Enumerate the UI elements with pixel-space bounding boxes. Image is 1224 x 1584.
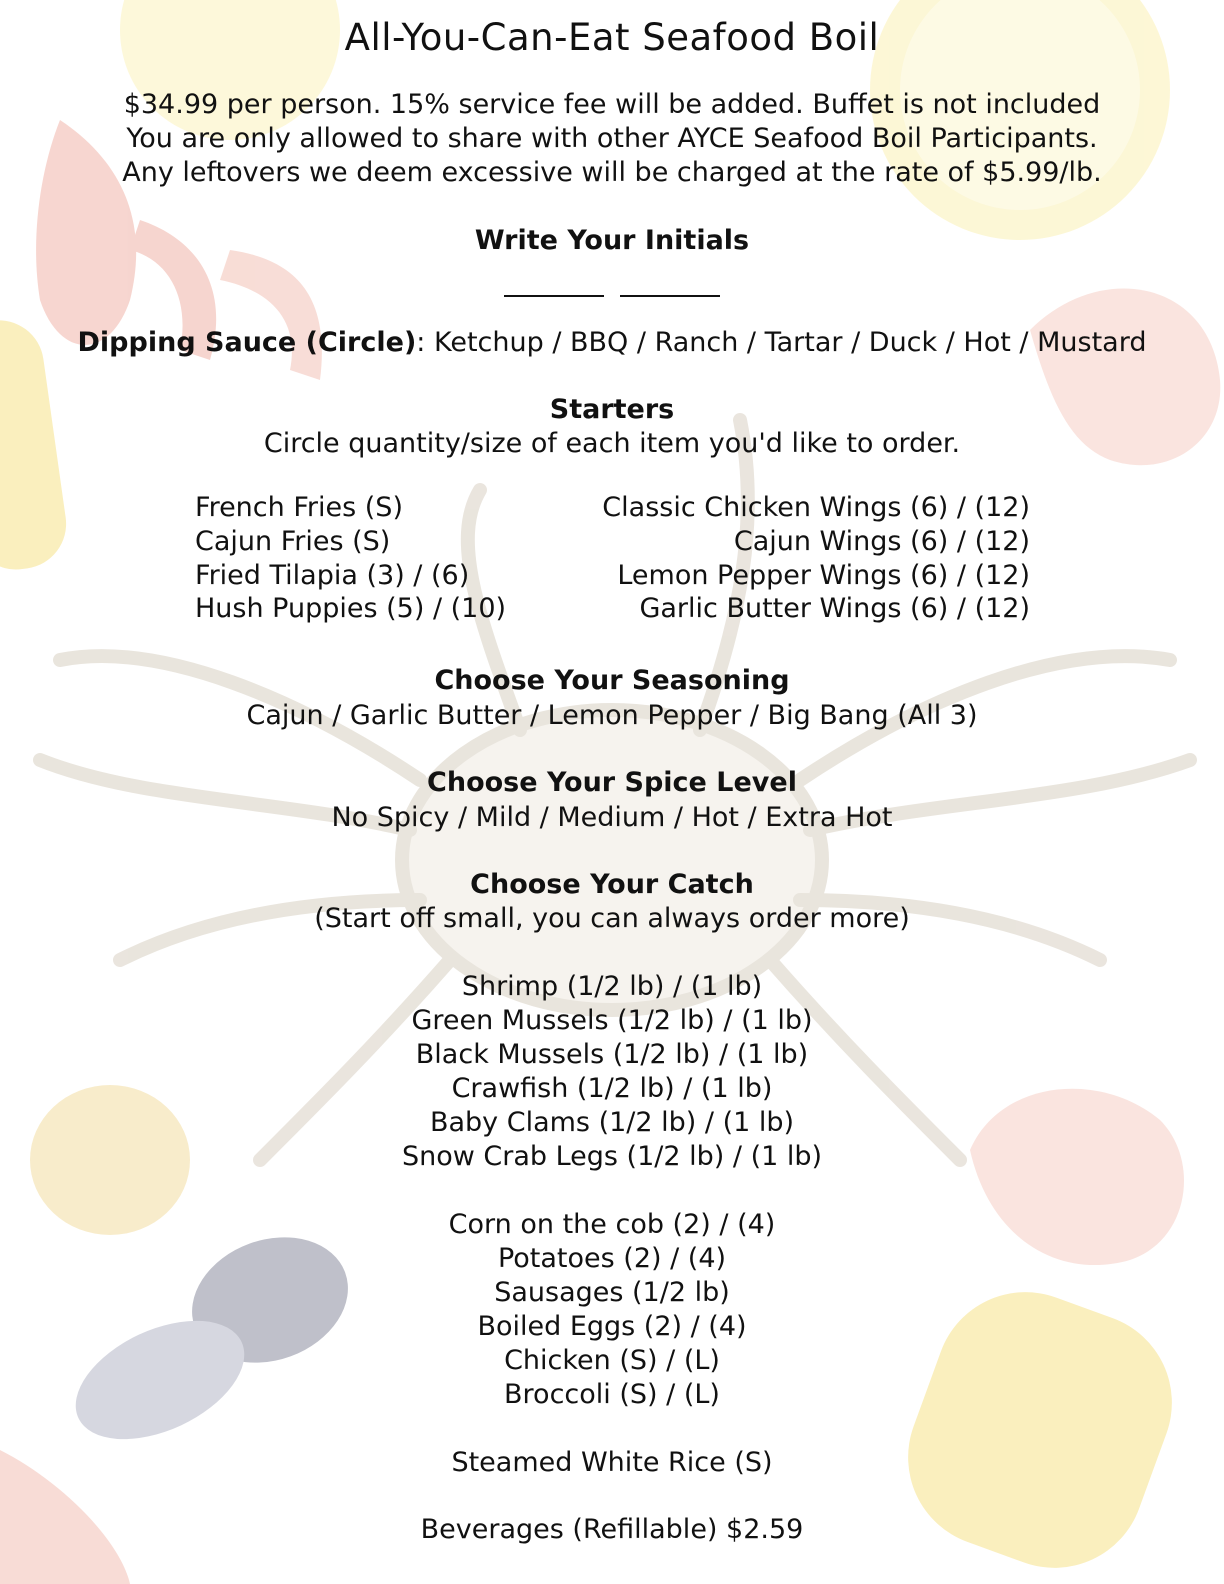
- catch-heading: Choose Your Catch: [470, 869, 754, 900]
- beverages-item[interactable]: Beverages (Refillable) $2.59: [420, 1514, 804, 1545]
- starters-heading: Starters: [549, 394, 675, 425]
- spice-heading: Choose Your Spice Level: [427, 767, 797, 798]
- dipping-sauce-line: [0, 326, 1224, 360]
- sharing-notice: You are only allowed to share with other AYCE Seafood Boil Participants.: [126, 123, 1098, 154]
- dipping-sauce-options[interactable]: Ketchup / BBQ / Ranch / Tartar / Duck / Hot / Mustard: [433, 327, 1147, 358]
- starter-item[interactable]: French Fries (S): [195, 492, 403, 523]
- pricing-notice: $34.99 per person. 15% service fee will be added. Buffet is not included: [123, 89, 1101, 120]
- seafood-item[interactable]: Shrimp (1/2 lb) / (1 lb): [461, 971, 763, 1002]
- starters-right-list: [560, 491, 1030, 626]
- starter-item[interactable]: Fried Tilapia (3) / (6): [195, 559, 470, 591]
- rice-item[interactable]: Steamed White Rice (S): [451, 1447, 773, 1478]
- seafood-item[interactable]: Green Mussels (1/2 lb) / (1 lb): [411, 1005, 813, 1036]
- side-item[interactable]: Boiled Eggs (2) / (4): [477, 1311, 747, 1342]
- initials-blank-1[interactable]: [504, 295, 604, 297]
- dipping-sauce-separator: :: [416, 327, 426, 358]
- starter-item[interactable]: Lemon Pepper Wings (6) / (12): [617, 559, 1030, 591]
- initials-blanks[interactable]: [0, 272, 1224, 306]
- dipping-sauce-label: Dipping Sauce (Circle): [77, 327, 417, 358]
- side-item[interactable]: Sausages (1/2 lb): [494, 1277, 730, 1308]
- starter-item[interactable]: Hush Puppies (5) / (10): [195, 593, 507, 625]
- seafood-item[interactable]: Black Mussels (1/2 lb) / (1 lb): [415, 1039, 809, 1070]
- starter-item[interactable]: Classic Chicken Wings (6) / (12): [602, 492, 1030, 523]
- seafood-item[interactable]: Baby Clams (1/2 lb) / (1 lb): [429, 1107, 795, 1138]
- menu-title: All-You-Can-Eat Seafood Boil: [344, 16, 880, 59]
- initials-blank-2[interactable]: [620, 295, 720, 297]
- catch-note: (Start off small, you can always order more): [314, 903, 910, 934]
- seafood-item[interactable]: Snow Crab Legs (1/2 lb) / (1 lb): [401, 1141, 823, 1172]
- side-item[interactable]: Corn on the cob (2) / (4): [448, 1209, 776, 1240]
- seasoning-options[interactable]: Cajun / Garlic Butter / Lemon Pepper / Big Bang (All 3): [246, 700, 978, 731]
- initials-label: Write Your Initials: [474, 225, 750, 256]
- starters-left-list: [195, 491, 506, 626]
- seafood-item[interactable]: Crawfish (1/2 lb) / (1 lb): [451, 1073, 773, 1104]
- seasoning-heading: Choose Your Seasoning: [434, 665, 790, 696]
- starter-item[interactable]: Cajun Wings (6) / (12): [733, 525, 1030, 557]
- side-item[interactable]: Broccoli (S) / (L): [504, 1379, 720, 1410]
- spice-options[interactable]: No Spicy / Mild / Medium / Hot / Extra Hot: [331, 802, 893, 833]
- starter-item[interactable]: Garlic Butter Wings (6) / (12): [639, 593, 1030, 625]
- side-item[interactable]: Potatoes (2) / (4): [497, 1243, 727, 1274]
- starter-item[interactable]: Cajun Fries (S): [195, 525, 391, 557]
- starters-instruction: Circle quantity/size of each item you'd like to order.: [263, 428, 961, 459]
- leftover-notice: Any leftovers we deem excessive will be charged at the rate of $5.99/lb.: [122, 157, 1102, 188]
- side-item[interactable]: Chicken (S) / (L): [504, 1345, 720, 1376]
